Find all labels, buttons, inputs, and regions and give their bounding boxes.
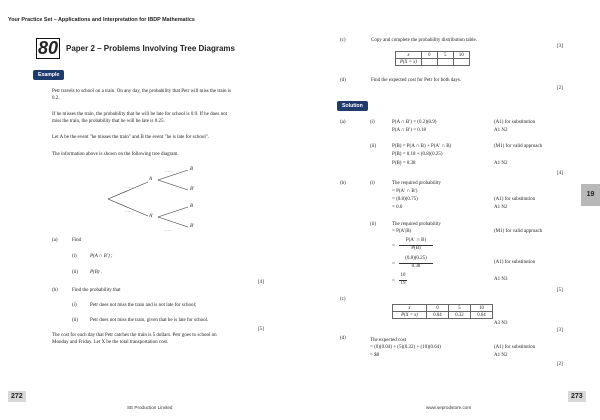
equals-sign: = [392,244,395,249]
marks: [4] [258,280,264,285]
solution-label: (i) [370,181,375,186]
table-row [393,312,493,319]
fraction-denominator: 0.38 [411,264,421,269]
intro-line: Petr travels to school on a train. On any day, the probability that Petr will miss the train is [52,89,232,94]
marks: [4] [557,171,563,176]
tree-branch [158,180,188,190]
table-cell [421,59,437,66]
tree-branch [158,207,188,217]
solution-expr: The required probability [392,222,441,227]
intro-line: Let A be the event "he misses the train" and B the event "he is late for school". [52,135,210,140]
question-text: Petr does not miss the train, given that he is late for school. [90,318,209,323]
closing-line: Monday and Friday. Let X be the total transportation cost. [52,340,169,345]
chapter-side-tab: 19 [581,184,600,206]
solution-expr: = P(A′ ∩ B′) [392,189,418,194]
question-text: Petr does not miss the train and is not late for school; [90,303,197,308]
tree-node-b: B [190,167,194,172]
question-label: (ii) [72,318,79,323]
table-cell [453,59,469,66]
closing-line: The cost for each day that Petr catches the train is 5 dollars. Petr goes to school on [52,333,217,338]
question-label: (d) [340,78,346,83]
question-text: P(A ∩ B′) ; [90,254,113,259]
page-number-left: 272 [8,391,26,402]
tree-node-b-prime: B′ [190,187,195,192]
table-cell: x [396,52,422,59]
solution-expr: = (0)(0.04) + (5)(0.32) + (10)(0.64) [370,345,441,350]
solution-note: (A1) for substitution [494,260,536,265]
tree-node-b: B [190,204,194,209]
solution-label: (d) [340,336,346,341]
chapter-number: 80 [37,38,59,58]
intro-line: If he misses the train, the probability that he will be late for school is 0.9. If he does not [52,112,227,117]
solution-expr: P(A ∩ B′) = (0.2)(0.9) [392,120,437,125]
marks: [3] [557,328,563,333]
table-cell: P(X = x) [393,312,427,319]
solution-expr: = P(A′|B) [392,229,412,234]
solution-label: (a) [340,120,346,125]
fraction-numerator: 10 [400,273,406,278]
question-label: (ii) [72,270,79,275]
table-cell: P(X = x) [396,59,422,66]
question-text: Find [72,238,82,243]
table-cell: 0.32 [449,312,471,319]
table-cell: 10 [453,52,469,59]
book-title: Your Practice Set – Applications and Interpretation for IBDP Mathematics [8,17,195,23]
solution-expr: P(A ∩ B′) = 0.18 [392,128,427,133]
solution-note: A1 N3 [494,277,508,282]
table-cell: 0 [427,305,449,312]
question-label: (b) [52,288,58,293]
intro-line: miss the train, the probability that he will be late is 0.25. [52,119,165,124]
tree-label-dots: …… [125,184,133,189]
example-badge: Example [33,70,64,80]
table-cell: 0.04 [427,312,449,319]
solution-note: A1 N2 [494,128,508,133]
solution-note: (A1) for substitution [494,345,536,350]
marks: [3] [557,44,563,49]
solution-expr: P(B) = P(A ∩ B) + P(A′ ∩ B) [392,144,452,149]
table-cell: 0 [421,52,437,59]
question-label: (i) [72,254,77,259]
solution-expr: P(B) = 0.38 [392,161,416,166]
solution-expr: P(B) = 0.18 + (0.8)(0.25) [392,152,443,157]
table-row [393,305,493,312]
distribution-table-question [395,51,470,66]
table-cell: 0.64 [471,312,493,319]
marks: [5] [557,288,563,293]
solution-note: A1 N2 [494,161,508,166]
solution-expr: The required probability [392,181,441,186]
question-label: (a) [52,238,58,243]
equals-sign: = [392,279,395,284]
fraction-numerator: P(A′ ∩ B) [405,238,427,243]
footer-right: www.seprodstore.com [426,405,472,410]
fraction-numerator: (0.8)(0.25) [405,256,427,261]
question-text: P(B) . [90,270,102,275]
tree-node-a: A [149,177,153,182]
tree-node-a-prime: A′ [149,214,154,219]
page-number-right: 273 [568,391,586,402]
solution-note: A3 N3 [494,321,508,326]
tree-branch [158,217,188,227]
solution-expr: = (0.8)(0.75) [392,197,418,202]
tree-branch [158,170,188,180]
solution-note: A1 N2 [494,205,508,210]
marks: [2] [557,86,563,91]
solution-note: (M1) for valid approach [494,229,543,234]
marks: [2] [557,362,563,367]
question-text: Find the expected cost for Petr for both days. [371,78,462,83]
table-cell: 10 [471,305,493,312]
table-row [396,52,470,59]
solution-expr: The expected cost [370,338,407,343]
question-text: Find the probability that [72,288,121,293]
solution-expr: = $8 [370,353,380,358]
tree-label-dots: …… [165,168,173,173]
solution-note: A1 N2 [494,353,508,358]
table-cell: x [393,305,427,312]
tree-diagram [100,160,220,238]
intro-line: The information above is shown on the following tree diagram. [52,152,179,157]
solution-label: (i) [370,120,375,125]
fraction-denominator: 19 [400,281,406,286]
tree-label-dots: …… [165,227,173,232]
question-label: (i) [72,303,77,308]
intro-line: 0.2. [52,96,60,101]
table-row [396,59,470,66]
solution-note: (A1) for substitution [494,197,536,202]
question-label: (c) [340,38,346,43]
question-text: Copy and complete the probability distribution table. [371,38,477,43]
tree-label-dots: …… [125,208,133,213]
solution-label: (b) [340,181,346,186]
footer-left: SE Production Limited [127,405,173,410]
equals-sign: = [392,262,395,267]
marks: [5] [258,327,264,332]
table-cell [437,59,453,66]
table-cell: 5 [449,305,471,312]
solution-label: (ii) [370,222,377,227]
solution-expr: = 0.6 [392,205,403,210]
solution-label: (c) [340,297,346,302]
distribution-table-answer [392,304,493,319]
solution-badge: Solution [337,101,368,111]
solution-note: (A1) for substitution [494,120,536,125]
tree-node-b-prime: B′ [190,224,195,229]
chapter-title: Paper 2 – Problems Involving Tree Diagrams [66,44,235,53]
solution-note: (M1) for valid approach [494,144,543,149]
fraction-denominator: P(B) [411,246,421,251]
table-cell: 5 [437,52,453,59]
solution-label: (ii) [370,144,377,149]
